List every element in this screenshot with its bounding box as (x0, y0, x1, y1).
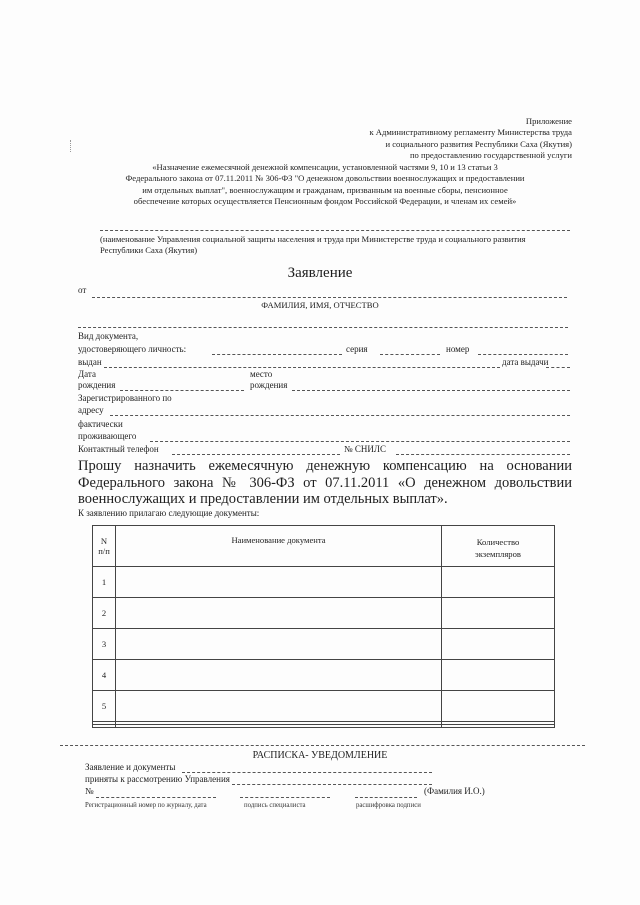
decode-field[interactable] (355, 797, 417, 798)
doc-name-cell[interactable] (116, 691, 442, 722)
table-row[interactable] (93, 629, 555, 660)
appendix-header (369, 116, 572, 162)
from-label: от (78, 285, 87, 295)
phone-label: Контактный телефон (78, 444, 159, 454)
doc-name-cell[interactable] (116, 598, 442, 629)
series-field[interactable] (380, 354, 440, 355)
receipt-line-1: Заявление и документы (85, 762, 176, 772)
receipt-line-2: приняты к рассмотрению Управления (85, 774, 230, 784)
table-row[interactable] (93, 598, 555, 629)
attach-text: К заявлению прилагаю следующие документы: (78, 508, 260, 518)
qty-header (442, 526, 555, 567)
registered-label-2: адресу (78, 405, 104, 415)
header-line: по предоставлению государственной услуги (409, 150, 572, 161)
row-num: 4 (93, 660, 116, 691)
from-caption: ФАМИЛИЯ, ИМЯ, ОТЧЕСТВО (261, 300, 379, 310)
sign-caption: подпись специалиста (244, 802, 306, 809)
num-header (93, 526, 116, 567)
registered-field[interactable] (110, 415, 570, 416)
qty-cell[interactable] (442, 629, 555, 660)
header-line: «Назначение ежемесячной денежной компенсации, установленной частями 9, 10 и 13 статьи 3 (152, 162, 498, 172)
header-line: обеспечение которых осуществляется Пенсионным фондом Российской Федерации, и членам их семей» (133, 196, 517, 207)
table-row[interactable] (93, 567, 555, 598)
receipt-line-3: № (85, 786, 94, 796)
snils-label: № СНИЛС (344, 444, 386, 454)
header-line: им отдельных выплат", военнослужащим и гражданам, призванным на военные сборы, пенсионное (142, 184, 508, 195)
reg-caption: Регистрационный номер по журналу, дата (85, 802, 207, 809)
decode-caption: расшифровка подписи (356, 802, 421, 809)
name-header-label: Наименование документа (231, 535, 326, 545)
row-num: 2 (93, 598, 116, 629)
agency-caption: (наименование Управления социальной защиты населения и труда при Министерстве труда и социального развития Республики Саха (Якутия) (100, 234, 526, 255)
doc-name-cell[interactable] (116, 567, 442, 598)
doc-name-cell[interactable] (116, 725, 442, 728)
row-num: 3 (93, 629, 116, 660)
actual-label: фактически (78, 419, 123, 429)
birth-date-label-2: рождения (78, 380, 116, 390)
cut-line (60, 745, 585, 746)
page-title: Заявление (287, 265, 353, 281)
name-header (116, 526, 442, 567)
birth-date-label: Дата (78, 369, 96, 379)
agency-line[interactable] (100, 230, 570, 231)
doc-type-label: Вид документа, (78, 331, 139, 341)
doc-type-field[interactable] (212, 354, 342, 355)
signature-field[interactable] (240, 797, 330, 798)
doc-name-cell[interactable] (116, 660, 442, 691)
table-row[interactable] (93, 691, 555, 722)
qty-cell[interactable] (442, 567, 555, 598)
birth-place-label-2: рождения (250, 380, 288, 390)
qty-cell[interactable] (442, 691, 555, 722)
birth-place-label: место (250, 369, 273, 379)
header-line: к Административному регламенту Министерства труда (369, 127, 572, 138)
header-line: Приложение (525, 116, 572, 126)
row-num: 5 (93, 691, 116, 722)
qty-header-1: Количество (476, 537, 520, 547)
qty-header-2: экземпляров (475, 549, 521, 559)
row-num (93, 725, 116, 728)
doc-name-cell[interactable] (116, 629, 442, 660)
identity-label: удостоверяющего личность: (78, 344, 187, 354)
birth-place-field[interactable] (292, 390, 570, 391)
receipt-field-2[interactable] (232, 784, 432, 785)
header-line: Федерального закона от 07.11.2011 № 306-ФЗ "О денежном довольствии военнослужащих и предоставлении (125, 173, 525, 184)
actual-field[interactable] (150, 441, 570, 442)
issue-date-field[interactable] (546, 367, 570, 368)
registered-label: Зарегистрированного по (78, 393, 172, 403)
phone-field[interactable] (172, 454, 340, 455)
table-header-row (93, 526, 555, 567)
header-line: и социального развития Республики Саха (Якутия) (385, 138, 572, 149)
issued-label: выдан (78, 357, 102, 367)
table-row[interactable] (93, 725, 555, 728)
number-label: номер (446, 344, 470, 354)
issue-date-label: дата выдачи (502, 357, 549, 367)
num-header-2: п/п (98, 546, 110, 556)
receipt-title: РАСПИСКА- УВЕДОМЛЕНИЕ (252, 750, 388, 761)
from-field-2[interactable] (78, 327, 568, 328)
fio-label: (Фамилия И.О.) (424, 786, 485, 796)
reg-number-field[interactable] (96, 797, 216, 798)
service-name (78, 162, 572, 208)
num-header-1: N (100, 536, 108, 546)
snils-field[interactable] (396, 454, 570, 455)
from-field[interactable] (92, 297, 567, 298)
issued-field[interactable] (104, 367, 500, 368)
qty-cell[interactable] (442, 725, 555, 728)
row-num: 1 (93, 567, 116, 598)
series-label: серия (346, 344, 368, 354)
actual-label-2: проживающего (78, 431, 137, 441)
qty-cell[interactable] (442, 660, 555, 691)
qty-cell[interactable] (442, 598, 555, 629)
binding-mark (70, 140, 74, 152)
documents-table (92, 525, 555, 728)
request-text: Прошу назначить ежемесячную денежную компенсацию на основании Федерального закона № 306-ФЗ от 07.11.2011 «О денежном довольствии военнослужащих и предоставлении им отдельных выплат». (78, 458, 572, 507)
birth-date-field[interactable] (120, 390, 244, 391)
table-row[interactable] (93, 660, 555, 691)
receipt-field-1[interactable] (182, 772, 432, 773)
number-field[interactable] (478, 354, 568, 355)
